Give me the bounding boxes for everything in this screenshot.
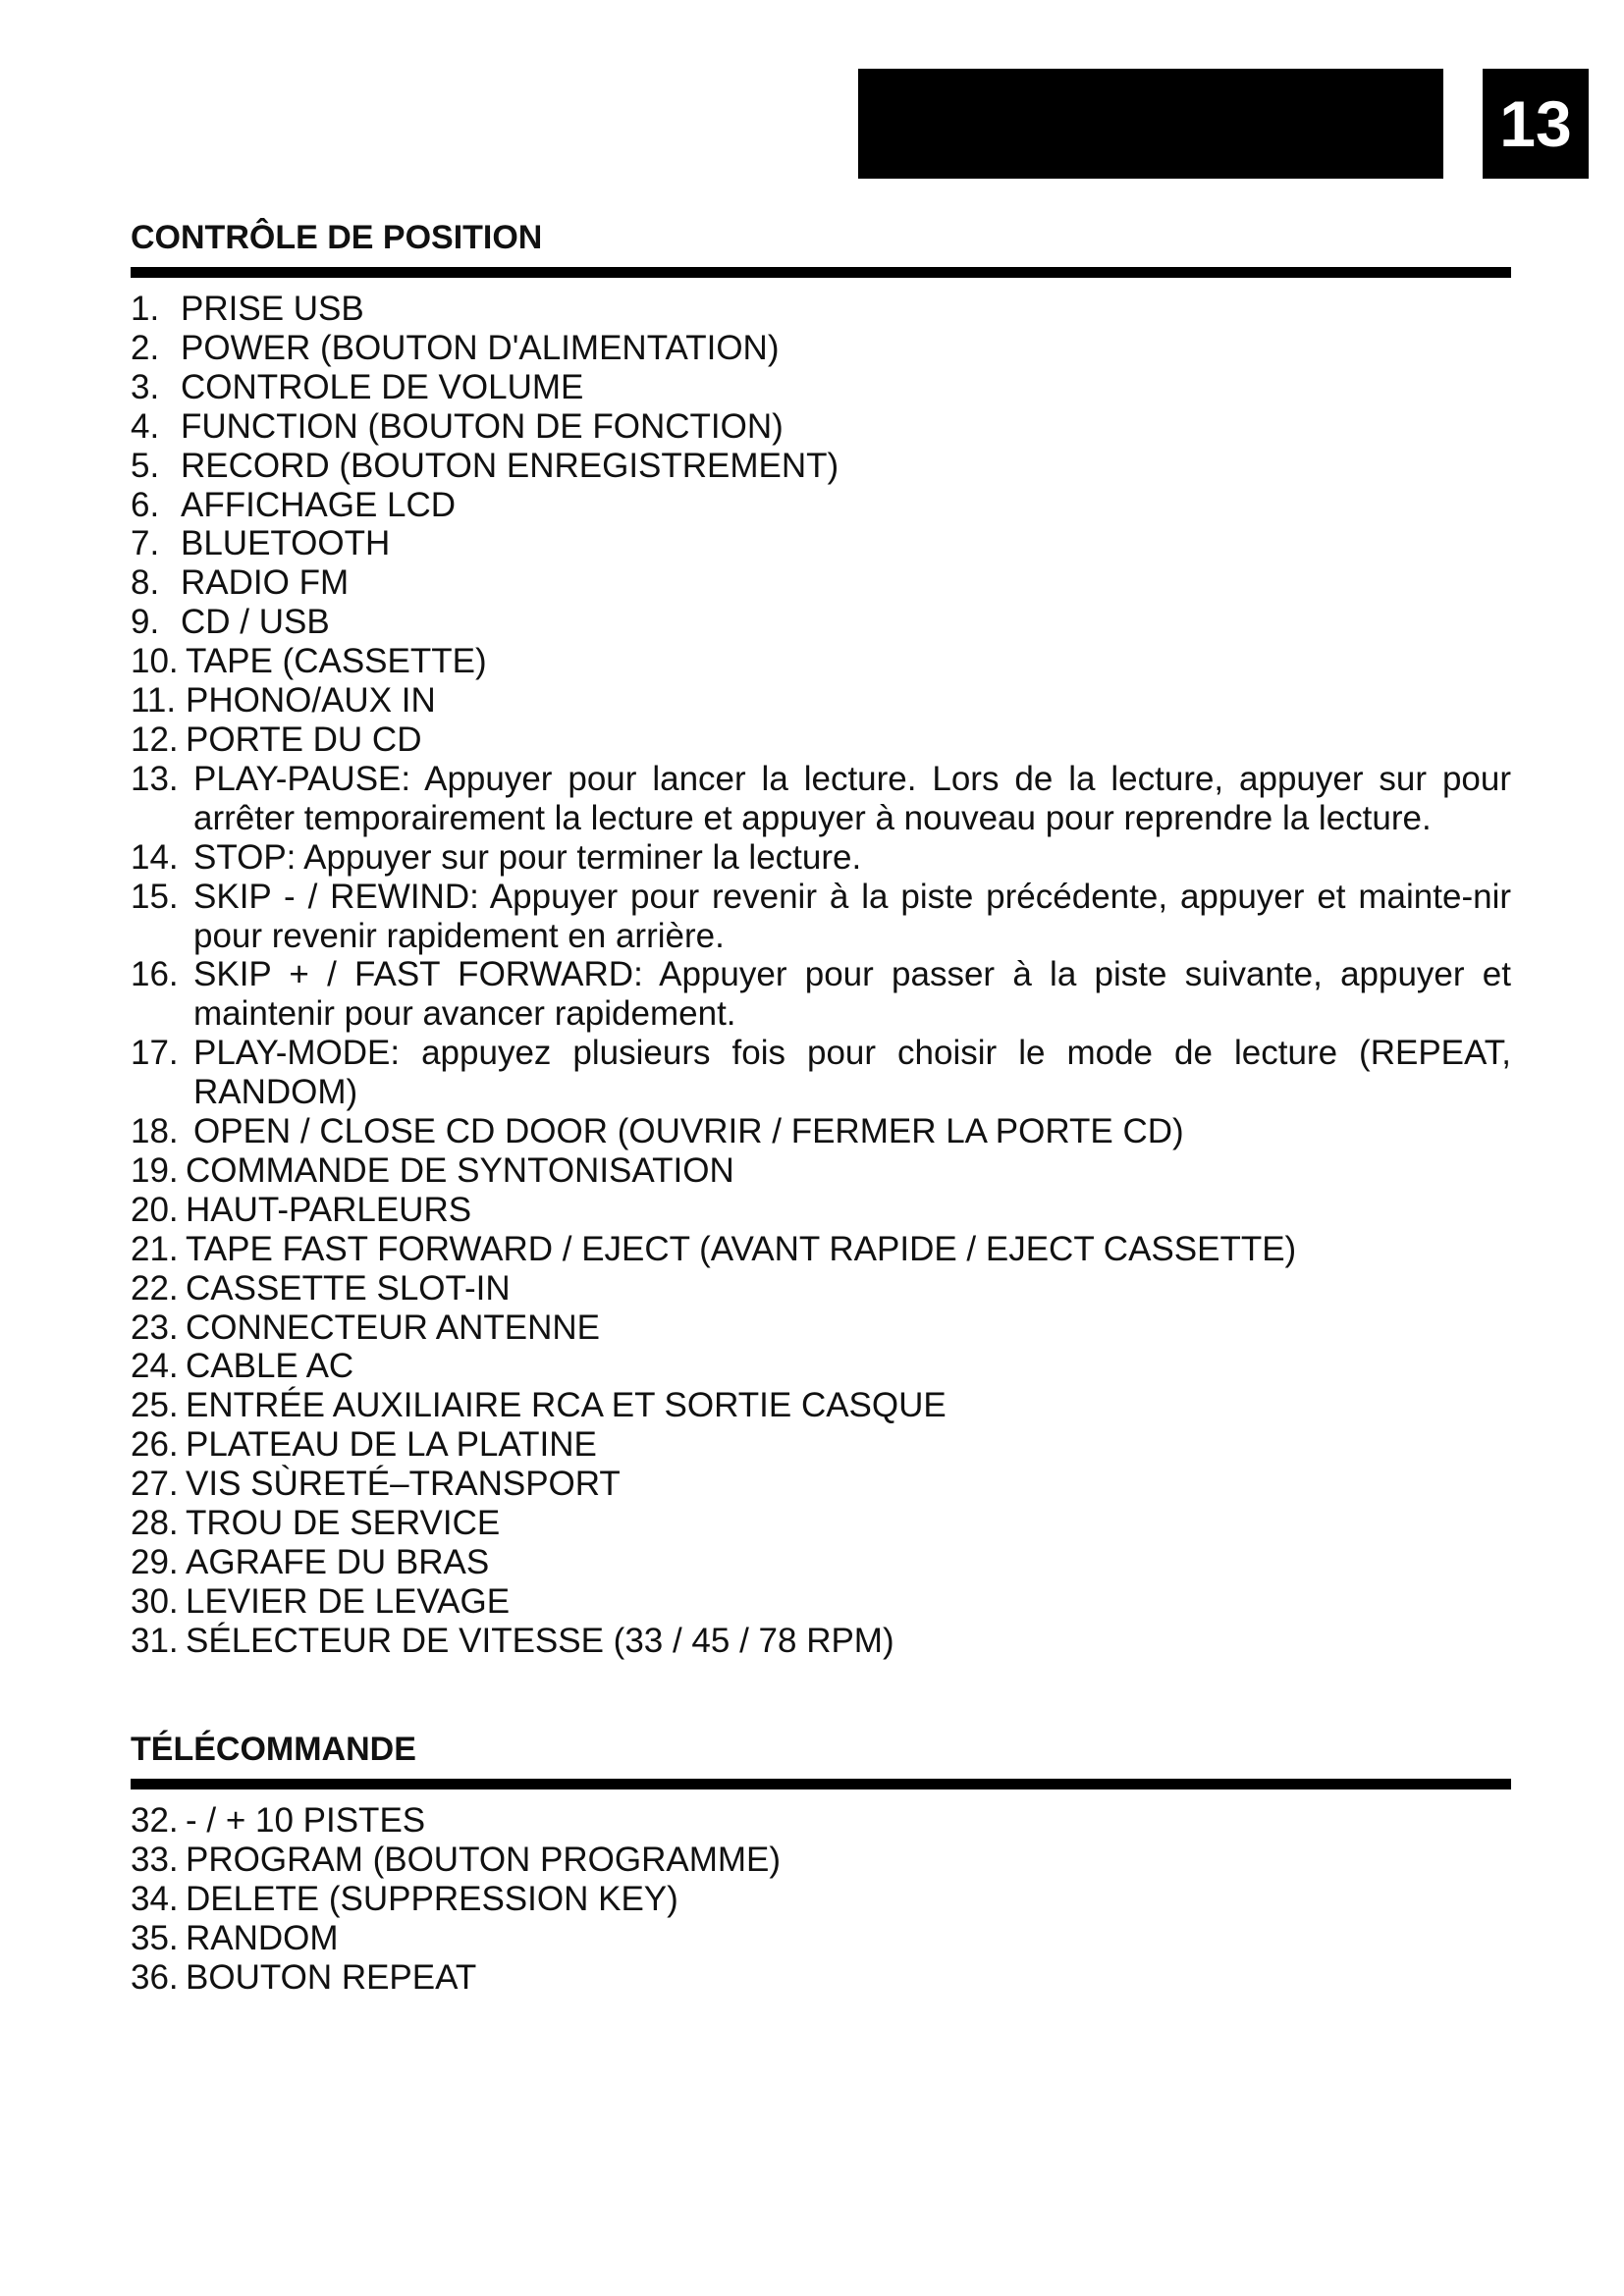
item-number: 1. — [131, 290, 160, 328]
list-item — [131, 447, 1511, 486]
item-text: PRISE USB — [181, 290, 364, 328]
remote-control-list — [131, 1801, 1511, 1998]
item-number: 26. — [131, 1425, 179, 1465]
item-text: DELETE (SUPPRESSION KEY) — [186, 1879, 678, 1918]
item-number: 17. — [131, 1034, 179, 1073]
item-text: TAPE (CASSETTE) — [186, 642, 487, 681]
item-number: 5. — [131, 446, 160, 485]
item-number: 7. — [131, 524, 160, 563]
list-item — [131, 407, 1511, 447]
list-item — [131, 1958, 1511, 1998]
list-item — [131, 368, 1511, 407]
item-text: POWER (BOUTON D'ALIMENTATION) — [181, 328, 780, 367]
item-number: 28. — [131, 1504, 179, 1543]
item-number: 33. — [131, 1840, 179, 1879]
item-text: CASSETTE SLOT-IN — [186, 1268, 511, 1308]
item-text: CABLE AC — [186, 1347, 354, 1386]
item-number: 12. — [131, 720, 179, 759]
header-black-bar — [858, 69, 1443, 179]
list-item — [131, 1347, 1511, 1386]
item-number: 4. — [131, 406, 160, 446]
list-item — [131, 1269, 1511, 1308]
list-item — [131, 329, 1511, 368]
list-item — [131, 1308, 1511, 1348]
item-number: 32. — [131, 1801, 179, 1840]
list-item — [131, 1034, 1511, 1112]
list-item — [131, 760, 1511, 838]
list-item — [131, 878, 1511, 956]
item-text: RANDOM — [186, 1918, 339, 1957]
list-item — [131, 838, 1511, 878]
item-number: 22. — [131, 1268, 179, 1308]
list-item — [131, 1801, 1511, 1841]
section-remote-control — [131, 1730, 1511, 1998]
item-number: 24. — [131, 1347, 179, 1386]
item-text: CD / USB — [181, 603, 330, 642]
item-text: - / + 10 PISTES — [186, 1801, 426, 1840]
item-number: 21. — [131, 1229, 179, 1268]
list-item — [131, 1386, 1511, 1425]
item-text: ENTRÉE AUXILIAIRE RCA ET SORTIE CASQUE — [186, 1386, 947, 1425]
item-text: HAUT-PARLEURS — [186, 1190, 472, 1229]
item-number: 14. — [131, 837, 179, 877]
item-text: FUNCTION (BOUTON DE FONCTION) — [181, 406, 784, 446]
item-text: SKIP + / FAST FORWARD: Appuyer pour passer à la piste suivante, appuyer et maintenir pour avancer rapidement. — [193, 955, 1511, 1034]
item-number: 27. — [131, 1465, 179, 1504]
list-item — [131, 1151, 1511, 1191]
item-text: RECORD (BOUTON ENREGISTREMENT) — [181, 446, 839, 485]
item-number: 36. — [131, 1957, 179, 1997]
list-item — [131, 1504, 1511, 1543]
item-number: 34. — [131, 1879, 179, 1918]
list-item — [131, 642, 1511, 681]
item-text: PROGRAM (BOUTON PROGRAMME) — [186, 1840, 782, 1879]
list-item — [131, 1582, 1511, 1622]
list-item — [131, 1112, 1511, 1151]
list-item — [131, 563, 1511, 603]
list-item — [131, 1841, 1511, 1880]
list-item — [131, 955, 1511, 1034]
item-number: 29. — [131, 1543, 179, 1581]
list-item — [131, 1622, 1511, 1661]
item-text: AGRAFE DU BRAS — [186, 1543, 490, 1581]
item-number: 16. — [131, 955, 179, 994]
item-number: 6. — [131, 485, 160, 524]
item-number: 31. — [131, 1621, 179, 1660]
item-number: 11. — [131, 681, 177, 721]
position-controls-list — [131, 290, 1511, 1661]
list-item — [131, 524, 1511, 563]
item-text: STOP: Appuyer sur pour terminer la lecture. — [193, 837, 862, 877]
list-item — [131, 603, 1511, 642]
item-text: COMMANDE DE SYNTONISATION — [186, 1150, 734, 1190]
item-text: PHONO/AUX IN — [186, 681, 436, 721]
item-text: LEVIER DE LEVAGE — [186, 1581, 511, 1621]
item-number: 25. — [131, 1386, 179, 1425]
item-text: PLAY-PAUSE: Appuyer pour lancer la lecture. Lors de la lecture, appuyer sur pour arrêter temporairement la lecture et appuyer à nouveau pour reprendre la lecture. — [193, 759, 1511, 837]
item-text: TAPE FAST FORWARD / EJECT (AVANT RAPIDE / EJECT CASSETTE) — [186, 1229, 1297, 1268]
list-item — [131, 1425, 1511, 1465]
item-text: PORTE DU CD — [186, 720, 422, 759]
item-text: TROU DE SERVICE — [186, 1504, 501, 1543]
list-item — [131, 721, 1511, 760]
item-number: 30. — [131, 1581, 179, 1621]
section-title-remote: TÉLÉCOMMANDE — [131, 1730, 1511, 1789]
item-text: OPEN / CLOSE CD DOOR (OUVRIR / FERMER LA PORTE CD) — [193, 1112, 1184, 1151]
item-text: VIS SÙRETÉ–TRANSPORT — [186, 1465, 621, 1504]
item-text: CONNECTEUR ANTENNE — [186, 1308, 600, 1347]
list-item — [131, 1880, 1511, 1919]
item-text: CONTROLE DE VOLUME — [181, 367, 584, 406]
list-item — [131, 486, 1511, 525]
item-number: 19. — [131, 1150, 179, 1190]
item-number: 8. — [131, 563, 160, 603]
list-item — [131, 1230, 1511, 1269]
item-text: AFFICHAGE LCD — [181, 485, 457, 524]
item-text: RADIO FM — [181, 563, 350, 603]
page-number: 13 — [1483, 69, 1589, 179]
list-item — [131, 1191, 1511, 1230]
item-number: 15. — [131, 877, 179, 916]
item-text: BLUETOOTH — [181, 524, 391, 563]
list-item — [131, 290, 1511, 329]
item-number: 13. — [131, 759, 179, 798]
section-title-position: CONTRÔLE DE POSITION — [131, 218, 1511, 278]
item-number: 20. — [131, 1190, 179, 1229]
item-number: 18. — [131, 1112, 179, 1151]
item-number: 2. — [131, 328, 160, 367]
item-number: 23. — [131, 1308, 179, 1347]
item-text: BOUTON REPEAT — [186, 1957, 477, 1997]
item-number: 3. — [131, 367, 160, 406]
item-text: SÉLECTEUR DE VITESSE (33 / 45 / 78 RPM) — [186, 1621, 894, 1660]
list-item — [131, 1543, 1511, 1582]
item-text: PLATEAU DE LA PLATINE — [186, 1425, 597, 1465]
item-text: SKIP - / REWIND: Appuyer pour revenir à la piste précédente, appuyer et mainte-nir pour revenir rapidement en arrière. — [193, 877, 1511, 955]
item-number: 10. — [131, 642, 179, 681]
item-number: 9. — [131, 603, 160, 642]
item-text: PLAY-MODE: appuyez plusieurs fois pour choisir le mode de lecture (REPEAT, RANDOM) — [193, 1034, 1511, 1112]
list-item — [131, 1465, 1511, 1504]
list-item — [131, 681, 1511, 721]
list-item — [131, 1919, 1511, 1958]
item-number: 35. — [131, 1918, 179, 1957]
section-position-controls — [131, 218, 1511, 1661]
